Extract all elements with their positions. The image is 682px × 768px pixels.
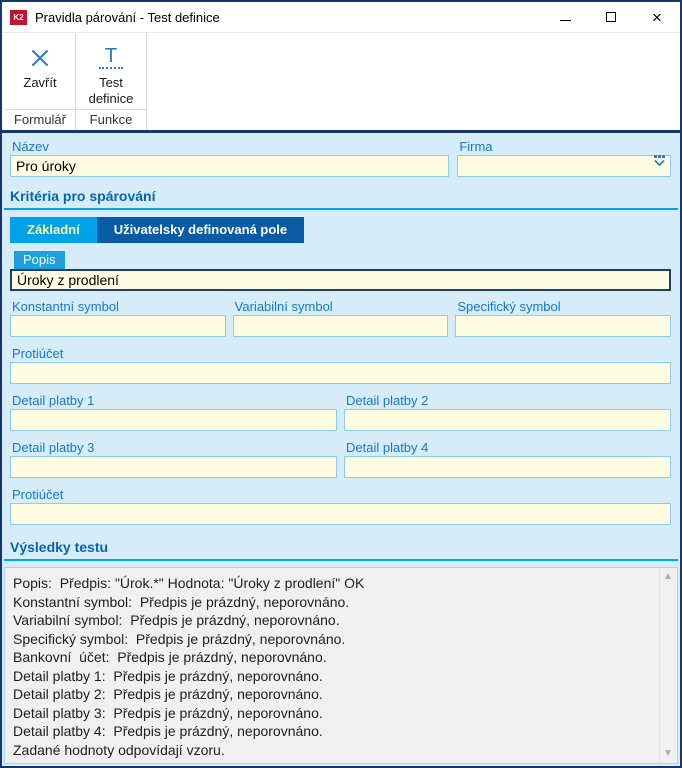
tab-uzivatelsky-definovana-pole[interactable]: Uživatelsky definovaná pole [97,217,304,243]
konstantni-symbol-input[interactable] [10,315,226,337]
result-line: Detail platby 3: Předpis je prázdný, neporovnáno. [13,704,323,721]
result-line: Specifický symbol: Předpis je prázdný, neporovnáno. [13,630,346,647]
k2-app-icon: K2 [10,10,27,25]
criteria-section-title: Kritéria pro spárování [10,188,156,204]
protiucet-2-field [10,487,671,525]
test-definition-label: Test definice [88,75,134,106]
protiucet-1-field [10,346,671,384]
protiucet-1-label: Protiúčet [12,346,64,361]
toolbar-group-label-formular: Formulář [5,109,75,130]
result-line: Zadané hodnoty odpovídají vzoru. [13,741,225,758]
popis-label: Popis [14,251,65,269]
window-controls [542,2,680,32]
name-firma-row [10,139,671,177]
close-button[interactable] [634,2,680,32]
detail-platby-3-4-row [10,440,671,478]
close-form-label: Zavřít [23,75,57,90]
detail-platby-2-input[interactable] [344,409,671,431]
close-form-button[interactable] [9,37,71,109]
konstantni-symbol-label: Konstantní symbol [12,299,119,314]
result-line: Detail platby 1: Předpis je prázdný, neporovnáno. [13,667,323,684]
protiucet-1-input[interactable] [10,362,671,384]
detail-platby-4-input[interactable] [344,456,671,478]
nazev-input[interactable] [10,155,449,177]
toolbar-group-funkce [76,33,147,130]
minimize-button[interactable] [542,2,588,32]
detail-platby-4-label: Detail platby 4 [346,440,429,455]
dropdown-chevron-icon[interactable] [651,154,667,173]
nazev-label: Název [12,139,49,154]
maximize-button[interactable] [588,2,634,32]
ribbon-toolbar [2,32,680,130]
popis-field [10,251,671,291]
maximize-icon [606,12,616,22]
close-x-icon [29,41,51,75]
result-line: Variabilní symbol: Předpis je prázdný, neporovnáno. [13,612,340,628]
detail-platby-3-input[interactable] [10,456,337,478]
detail-platby-1-label: Detail platby 1 [12,393,95,408]
test-letter-t-icon: T [99,41,123,75]
toolbar-group-label-funkce: Funkce [76,109,146,130]
variabilni-symbol-input[interactable] [233,315,449,337]
test-definition-button[interactable] [80,37,142,109]
minimize-icon [560,20,571,21]
criteria-section-divider [4,208,678,210]
tab-zakladni[interactable]: Základní [10,217,97,243]
result-line: Detail platby 4: Předpis je prázdný, neporovnáno. [13,723,323,739]
detail-platby-1-2-row [10,393,671,431]
close-icon: × [652,7,662,27]
toolbar-group-formular [5,33,76,130]
test-results-panel [4,567,678,764]
results-section-title: Výsledky testu [10,539,109,555]
results-scrollbar[interactable] [659,569,676,762]
window-title: Pravidla párování - Test definice [35,9,220,25]
variabilni-symbol-label: Variabilní symbol [234,299,333,314]
specificky-symbol-input[interactable] [455,315,671,337]
symbols-row [10,299,671,337]
detail-platby-2-label: Detail platby 2 [346,393,429,408]
firma-label: Firma [459,139,493,154]
protiucet-2-input[interactable] [10,503,671,525]
criteria-tabs [10,217,680,243]
result-line: Detail platby 2: Předpis je prázdný, neporovnáno. [13,686,323,702]
detail-platby-3-label: Detail platby 3 [12,440,95,455]
firma-input[interactable] [457,155,671,177]
protiucet-2-label: Protiúčet [12,487,64,502]
result-line: Konstantní symbol: Předpis je prázdný, neporovnáno. [13,593,350,610]
titlebar [2,2,680,32]
scrollbar-up-arrow-icon[interactable]: ▲ [663,571,673,582]
popis-input[interactable] [10,269,671,291]
result-line: Bankovní účet: Předpis je prázdný, neporovnáno. [13,649,327,665]
results-section-divider [4,559,678,561]
detail-platby-1-input[interactable] [10,409,337,431]
scrollbar-down-arrow-icon[interactable]: ▼ [663,748,673,759]
result-line: Popis: Předpis: "Úrok.*" Hodnota: "Úroky z prodlení" OK [13,575,365,591]
specificky-symbol-label: Specifický symbol [457,299,561,314]
form-content [2,133,680,766]
